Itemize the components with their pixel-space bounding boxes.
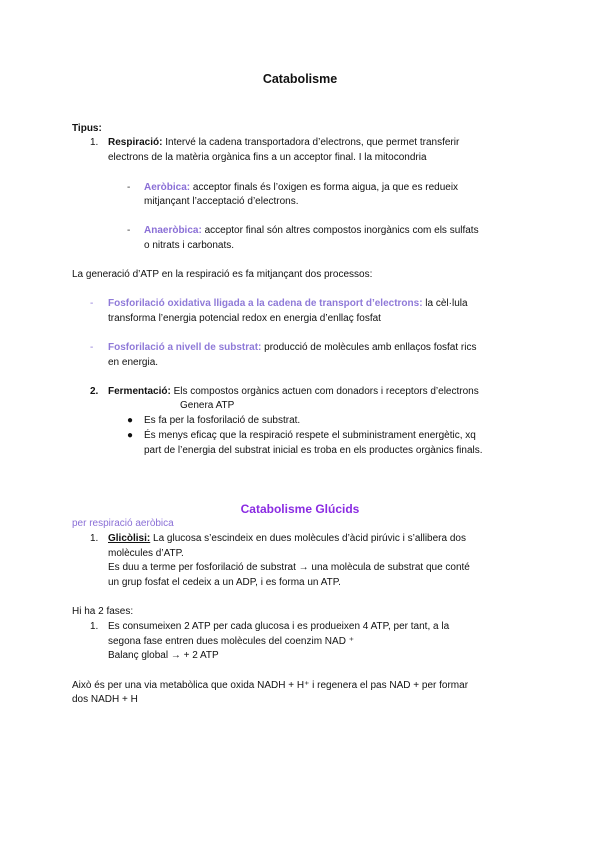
bullet-icon: ●	[127, 430, 134, 441]
glicolisi-line2: molècules d’ATP.	[108, 548, 184, 559]
fosf-oxidativa-dash: -	[90, 298, 94, 309]
final-line2: dos NADH + H	[72, 694, 138, 705]
glicolisi-label: Glicòlisi:	[108, 533, 151, 544]
fermentacio-text1: Els compostos orgànics actuen com donadors i receptors d’electrons	[170, 386, 479, 397]
fases-line3: Balanç global → + 2 ATP	[108, 650, 219, 661]
fermentacio-bullet-2-cont: part de l’energia del substrat inicial es troba en els productes orgànics finals.	[144, 445, 483, 456]
aerobica-line1	[144, 180, 458, 195]
fermentacio-bullet-1: Es fa per la fosforilació de substrat.	[144, 415, 301, 426]
section2-subtitle: per respiració aeròbica	[72, 518, 174, 529]
fosf-substrat-text1: producció de molècules amb enllaços fosfat rics	[261, 342, 477, 353]
generacio-text: La generació d’ATP en la respiració es fa mitjançant dos processos:	[72, 269, 373, 280]
respiracio-num: 1.	[90, 137, 99, 148]
page-title: Catabolisme	[262, 72, 338, 86]
respiracio-line2: electrons de la matèria orgànica fins a un acceptor final. I la mitocondria	[108, 152, 427, 163]
aerobica-label: Aeròbica:	[144, 182, 191, 193]
fosf-substrat-dash: -	[90, 342, 94, 353]
respiracio-label: Respiració:	[108, 137, 163, 148]
anaerobica-label: Anaeròbica:	[144, 225, 202, 236]
aerobica-dash: -	[127, 182, 131, 193]
anaerobica-line1	[144, 223, 479, 238]
bullet-icon: ●	[127, 415, 134, 426]
fases-intro: Hi ha 2 fases:	[72, 606, 134, 617]
anaerobica-dash: -	[127, 225, 131, 236]
fosf-substrat-label: Fosforilació a nivell de substrat:	[108, 342, 262, 353]
section2-title: Catabolisme Glúcids	[240, 502, 360, 516]
fases-line2: segona fase entren dues molècules del coenzim NAD ⁺	[108, 636, 354, 647]
fermentacio-num: 2.	[90, 386, 99, 397]
anaerobica-text1: acceptor final són altres compostos inorgànics com els sulfats	[201, 225, 479, 236]
fases-num: 1.	[90, 621, 99, 632]
fermentacio-line1	[108, 384, 479, 399]
fermentacio-label: Fermentació:	[108, 386, 171, 397]
fases-line1: Es consumeixen 2 ATP per cada glucosa i es produeixen 4 ATP, per tant, a la	[108, 621, 450, 632]
fermentacio-bullet-2: És menys eficaç que la respiració respete el subministrament energètic, xq	[144, 430, 476, 441]
aerobica-line2: mitjançant l’acceptació d’electrons.	[144, 196, 299, 207]
glicolisi-text1: La glucosa s’escindeix en dues molècules d’àcid pirúvic i s’allibera dos	[150, 533, 466, 544]
fosf-oxidativa-line2: transforma l’energia potencial redox en energia d’enllaç fosfat	[108, 313, 381, 324]
anaerobica-line2: o nitrats i carbonats.	[144, 240, 235, 251]
fosf-oxidativa-line1	[108, 296, 468, 311]
fosf-oxidativa-label: Fosforilació oxidativa lligada a la cadena de transport d’electrons:	[108, 298, 423, 309]
fosf-oxidativa-text1: la cèl·lula	[422, 298, 468, 309]
fosf-substrat-line1	[108, 340, 476, 355]
aerobica-text1: acceptor finals és l’oxigen es forma aigua, ja que es redueix	[190, 182, 459, 193]
respiracio-line1	[108, 135, 548, 150]
respiracio-text1: Intervé la cadena transportadora d’electrons, que permet transferir	[162, 137, 460, 148]
glicolisi-num: 1.	[90, 533, 99, 544]
tipus-label: Tipus:	[72, 123, 102, 134]
final-line1: Això és per una via metabòlica que oxida NADH + H⁺ i regenera el pas NAD + per formar	[72, 680, 469, 691]
fosf-substrat-line2: en energia.	[108, 357, 159, 368]
glicolisi-line1	[108, 531, 466, 546]
fermentacio-line2: Genera ATP	[180, 400, 235, 411]
glicolisi-line4: un grup fosfat el cedeix a un ADP, i es forma un ATP.	[108, 577, 341, 588]
glicolisi-line3: Es duu a terme per fosforilació de substrat → una molècula de substrat que conté	[108, 562, 470, 573]
